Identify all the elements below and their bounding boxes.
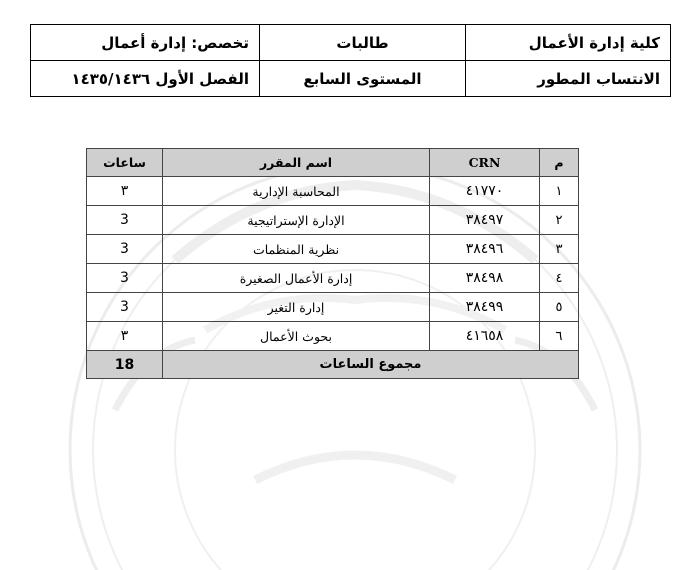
row-crn: ٤١٦٥٨: [430, 322, 540, 351]
column-header-hours: ساعات: [87, 149, 163, 177]
row-index: ٦: [540, 322, 579, 351]
table-row: [87, 235, 579, 264]
table-row: [87, 264, 579, 293]
row-course-name: المحاسبة الإدارية: [163, 177, 430, 206]
row-crn: ٣٨٤٩٧: [430, 206, 540, 235]
row-crn: ٣٨٤٩٩: [430, 293, 540, 322]
row-index: ٣: [540, 235, 579, 264]
row-crn: ٤١٧٧٠: [430, 177, 540, 206]
header-info-table: [30, 24, 671, 97]
column-header-crn: CRN: [430, 149, 540, 177]
row-crn: ٣٨٤٩٨: [430, 264, 540, 293]
courses-header-row: [87, 149, 579, 177]
courses-table: [86, 148, 579, 379]
college-name: كلية إدارة الأعمال: [466, 25, 671, 61]
table-row: [87, 206, 579, 235]
level-label: المستوى السابع: [260, 61, 466, 97]
table-row: [87, 177, 579, 206]
row-hours: ٣: [87, 322, 163, 351]
header-row-2: [31, 61, 671, 97]
column-header-course-name: اسم المقرر: [163, 149, 430, 177]
row-index: ٥: [540, 293, 579, 322]
major-label: تخصص: إدارة أعمال: [31, 25, 260, 61]
header-row-1: [31, 25, 671, 61]
row-course-name: إدارة التغير: [163, 293, 430, 322]
semester-label: الفصل الأول ١٤٣٥/١٤٣٦: [31, 61, 260, 97]
row-course-name: نظرية المنظمات: [163, 235, 430, 264]
table-row: [87, 293, 579, 322]
row-course-name: إدارة الأعمال الصغيرة: [163, 264, 430, 293]
column-header-index: م: [540, 149, 579, 177]
row-course-name: بحوث الأعمال: [163, 322, 430, 351]
total-hours-value: 18: [87, 351, 163, 379]
row-index: ٤: [540, 264, 579, 293]
row-index: ٢: [540, 206, 579, 235]
table-row: [87, 322, 579, 351]
row-course-name: الإدارة الإستراتيجية: [163, 206, 430, 235]
row-hours: 3: [87, 235, 163, 264]
row-index: ١: [540, 177, 579, 206]
row-hours: 3: [87, 293, 163, 322]
program-label: الانتساب المطور: [466, 61, 671, 97]
row-hours: 3: [87, 264, 163, 293]
total-row: [87, 351, 579, 379]
row-crn: ٣٨٤٩٦: [430, 235, 540, 264]
audience-label: طالبات: [260, 25, 466, 61]
total-hours-label: مجموع الساعات: [163, 351, 579, 379]
row-hours: ٣: [87, 177, 163, 206]
row-hours: 3: [87, 206, 163, 235]
